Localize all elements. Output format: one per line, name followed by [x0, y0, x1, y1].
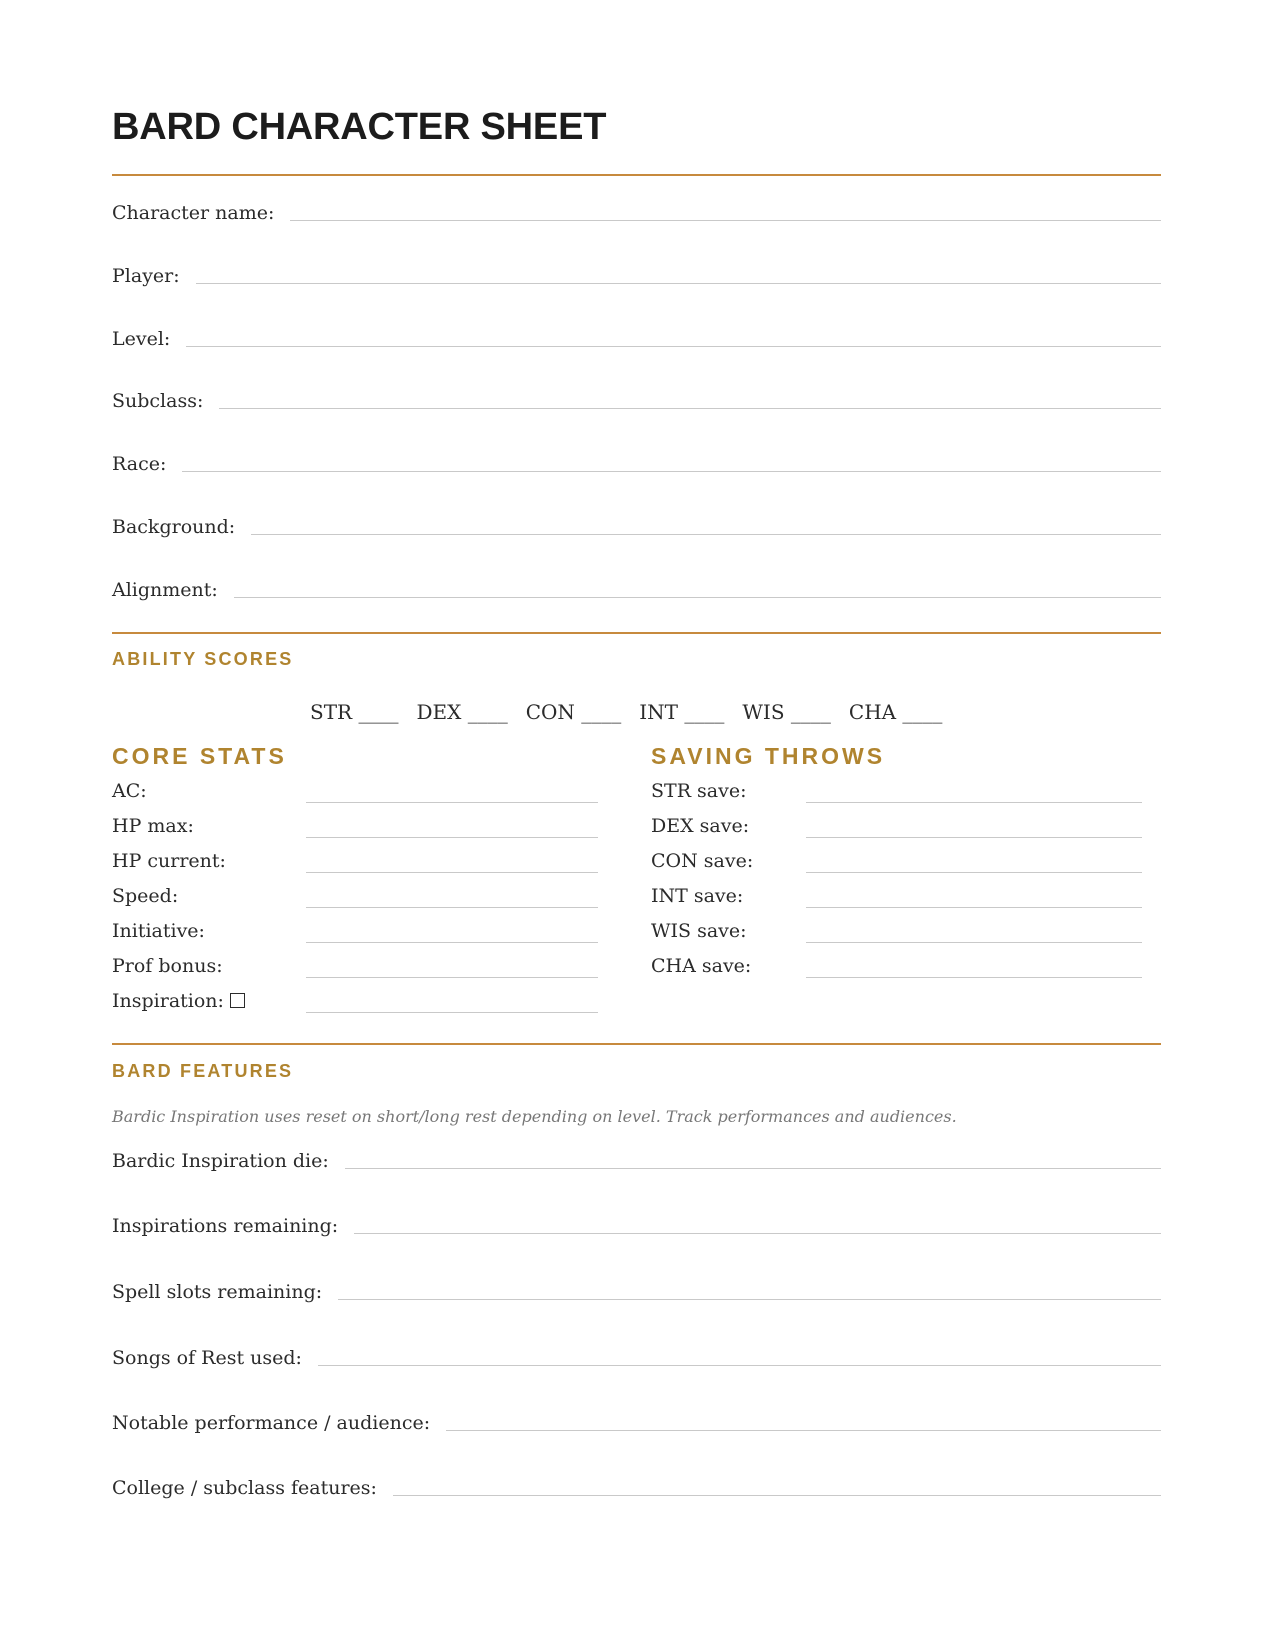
level-field[interactable]: [112, 328, 1161, 350]
player-field[interactable]: [112, 265, 1161, 287]
stat-label: DEX save:: [651, 815, 750, 837]
stat-label: HP max:: [112, 815, 194, 837]
field-line[interactable]: [182, 470, 1161, 472]
character-name-field[interactable]: [112, 202, 1161, 224]
field-label: Spell slots remaining:: [112, 1281, 323, 1303]
save-wis: [651, 920, 747, 942]
stat-label: CON save:: [651, 850, 754, 872]
save-int: [651, 885, 743, 907]
stat-inspiration: [112, 990, 245, 1012]
field-label: Songs of Rest used:: [112, 1347, 302, 1369]
page-title: BARD CHARACTER SHEET: [112, 106, 607, 148]
notable-performance-field[interactable]: [112, 1412, 1161, 1434]
stat-line[interactable]: [306, 942, 598, 943]
field-line[interactable]: [354, 1232, 1161, 1234]
field-label: College / subclass features:: [112, 1477, 377, 1499]
title-divider: [112, 174, 1161, 176]
ability-cha[interactable]: CHA ____: [848, 700, 943, 724]
ability-con[interactable]: CON ____: [525, 700, 622, 724]
field-label: Bardic Inspiration die:: [112, 1150, 329, 1172]
spell-slots-remaining-field[interactable]: [112, 1281, 1161, 1303]
field-line[interactable]: [196, 282, 1161, 284]
ability-wis[interactable]: WIS ____: [742, 700, 831, 724]
stat-line[interactable]: [806, 872, 1142, 873]
field-label: Level:: [112, 328, 171, 350]
stat-line[interactable]: [306, 1012, 598, 1013]
stat-label: CHA save:: [651, 955, 752, 977]
save-dex: [651, 815, 749, 837]
stat-line[interactable]: [306, 977, 598, 978]
inspiration-checkbox[interactable]: [230, 993, 245, 1008]
field-line[interactable]: [234, 596, 1161, 598]
stat-label: HP current:: [112, 850, 226, 872]
save-cha: [651, 955, 751, 977]
field-line[interactable]: [290, 219, 1161, 221]
stat-label: Prof bonus:: [112, 955, 223, 977]
ability-str[interactable]: STR ____: [310, 700, 399, 724]
field-line[interactable]: [338, 1298, 1161, 1300]
stat-ac: [112, 780, 147, 802]
ability-dex[interactable]: DEX ____: [416, 700, 508, 724]
save-str: [651, 780, 747, 802]
stat-line[interactable]: [306, 802, 598, 803]
saving-throws-heading: SAVING THROWS: [651, 743, 886, 769]
stat-line[interactable]: [806, 977, 1142, 978]
inspirations-remaining-field[interactable]: [112, 1215, 1161, 1237]
field-label: Subclass:: [112, 390, 204, 412]
ability-divider: [112, 632, 1161, 634]
stat-line[interactable]: [806, 837, 1142, 838]
stat-label: Initiative:: [112, 920, 205, 942]
bard-features-heading: BARD FEATURES: [112, 1061, 294, 1081]
stat-line[interactable]: [306, 907, 598, 908]
stat-hp-max: [112, 815, 194, 837]
stat-label: WIS save:: [651, 920, 747, 942]
stat-initiative: [112, 920, 205, 942]
field-label: Notable performance / audience:: [112, 1412, 431, 1434]
stat-line[interactable]: [806, 942, 1142, 943]
songs-of-rest-field[interactable]: [112, 1347, 1161, 1369]
stat-label: STR save:: [651, 780, 747, 802]
field-line[interactable]: [219, 407, 1161, 409]
stat-label: Speed:: [112, 885, 179, 907]
field-label: Alignment:: [112, 579, 218, 601]
bard-features-note: Bardic Inspiration uses reset on short/long rest depending on level. Track performances and audiences.: [112, 1107, 957, 1126]
race-field[interactable]: [112, 453, 1161, 475]
stat-line[interactable]: [306, 872, 598, 873]
stat-label: Inspiration:: [112, 990, 224, 1012]
ability-scores-heading: ABILITY SCORES: [112, 649, 294, 669]
field-line[interactable]: [393, 1494, 1161, 1496]
alignment-field[interactable]: [112, 579, 1161, 601]
college-features-field[interactable]: [112, 1477, 1161, 1499]
save-con: [651, 850, 753, 872]
core-stats-heading: CORE STATS: [112, 743, 287, 769]
ability-scores-row: [310, 700, 960, 724]
field-label: Character name:: [112, 202, 275, 224]
stat-prof-bonus: [112, 955, 223, 977]
subclass-field[interactable]: [112, 390, 1161, 412]
stat-speed: [112, 885, 178, 907]
stat-line[interactable]: [806, 907, 1142, 908]
field-line[interactable]: [186, 345, 1161, 347]
field-line[interactable]: [251, 533, 1161, 535]
bardic-inspiration-die-field[interactable]: [112, 1150, 1161, 1172]
field-line[interactable]: [446, 1429, 1161, 1431]
stat-line[interactable]: [306, 837, 598, 838]
field-line[interactable]: [345, 1167, 1161, 1169]
ability-int[interactable]: INT ____: [639, 700, 725, 724]
field-label: Inspirations remaining:: [112, 1215, 339, 1237]
field-label: Background:: [112, 516, 236, 538]
stat-label: AC:: [112, 780, 147, 802]
stat-label: INT save:: [651, 885, 744, 907]
field-label: Race:: [112, 453, 167, 475]
field-label: Player:: [112, 265, 180, 287]
background-field[interactable]: [112, 516, 1161, 538]
stat-line[interactable]: [806, 802, 1142, 803]
field-line[interactable]: [318, 1364, 1161, 1366]
features-divider: [112, 1043, 1161, 1045]
stat-hp-current: [112, 850, 226, 872]
